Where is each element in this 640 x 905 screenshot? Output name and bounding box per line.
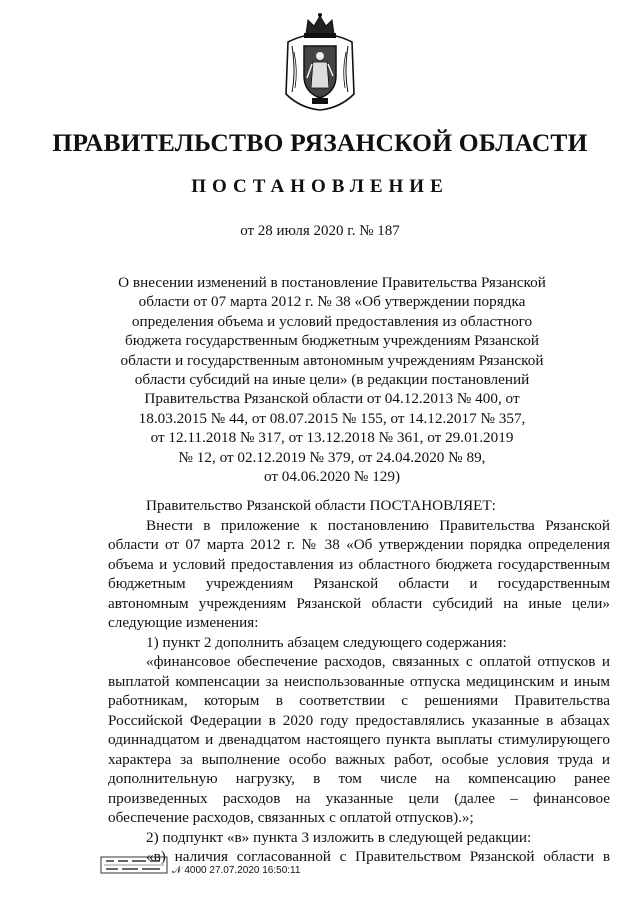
title-line: области субсидий на иные цели» (в редакции постановлений (134, 371, 530, 389)
body-line: одиннадцатом и двенадцатом настоящего пункта выплаты стимулирующего (108, 731, 610, 748)
body-line: 1) пункт 2 дополнить абзацем следующего содержания: (146, 633, 507, 651)
organization-title: ПРАВИТЕЛЬСТВО РЯЗАНСКОЙ ОБЛАСТИ (52, 128, 588, 157)
body-line: автономным учреждениям Рязанской области субсидий на иные цели» (108, 594, 610, 612)
body-line: Российской Федерации в 2020 году предоставлялись указанные в абзацах (108, 711, 610, 729)
title-line: № 12, от 02.12.2019 № 379, от 24.04.2020 № 89, (178, 448, 486, 466)
body-line: произведенных расходов на указанные цели (далее – финансовое (108, 789, 610, 807)
body-line: 2) подпункт «в» пункта 3 изложить в следующей редакции: (146, 828, 532, 846)
body-line: обеспечение расходов, связанных с оплатой отпусков).»; (108, 809, 474, 826)
document-date-number: от 28 июля 2020 г. № 187 (240, 223, 400, 239)
body-line: работникам, которым в соответствии с решениями Правительства (108, 692, 610, 709)
title-line: области от 07 марта 2012 г. № 38 «Об утверждении порядка (138, 293, 526, 311)
document-title (104, 273, 560, 486)
registration-number (172, 865, 300, 876)
body-line: объема и условий предоставления из областного бюджета государственным (108, 555, 610, 573)
body-line: «финансовое обеспечение расходов, связанных с оплатой отпусков и (146, 653, 610, 670)
body-line: дополнительную нагрузку, в том числе на компенсацию ранее (108, 770, 610, 787)
body-line: следующие изменения: (108, 614, 259, 631)
body-line: Внести в приложение к постановлению Правительства Рязанской (146, 516, 610, 534)
document-body (108, 496, 610, 867)
coat-of-arms-icon (282, 12, 358, 112)
registration-mark-icon: 𝒩 (172, 865, 182, 876)
title-line: Правительства Рязанской области от 04.12.2013 № 400, от (144, 390, 520, 408)
title-line: от 12.11.2018 № 317, от 13.12.2018 № 361, от 29.01.2019 (150, 429, 514, 447)
body-line: выплатой компенсации за неиспользованные отпуска медицинским и иным (108, 672, 610, 690)
registration-text: 4000 27.07.2020 16:50:11 (184, 865, 301, 876)
body-line: характера за выполнение особо важных работ, особые условия труда и (108, 750, 610, 768)
document-type: ПОСТАНОВЛЕНИЕ (191, 176, 449, 197)
body-line: «в) наличия согласованной с Правительством Рязанской области в (146, 848, 610, 865)
footer (100, 853, 360, 893)
title-line: бюджета государственным бюджетным учреждениям Рязанской (125, 332, 539, 350)
body-line: Правительство Рязанской области ПОСТАНОВЛЯЕТ: (146, 497, 496, 514)
title-line: определения объема и условий предоставления из областного (131, 312, 533, 330)
title-line: области и государственным автономным учреждениям Рязанской (120, 351, 544, 369)
body-line: бюджетным учреждениям Рязанской области и государственным (108, 575, 610, 592)
title-line: от 04.06.2020 № 129) (263, 468, 401, 486)
printing-house-stamp-icon (100, 856, 168, 874)
body-line: области от 07 марта 2012 г. № 38 «Об утверждении порядка определения (108, 536, 610, 553)
title-line: 18.03.2015 № 44, от 08.07.2015 № 155, от 14.12.2017 № 357, (138, 409, 526, 427)
title-line: О внесении изменений в постановление Правительства Рязанской (118, 274, 546, 291)
